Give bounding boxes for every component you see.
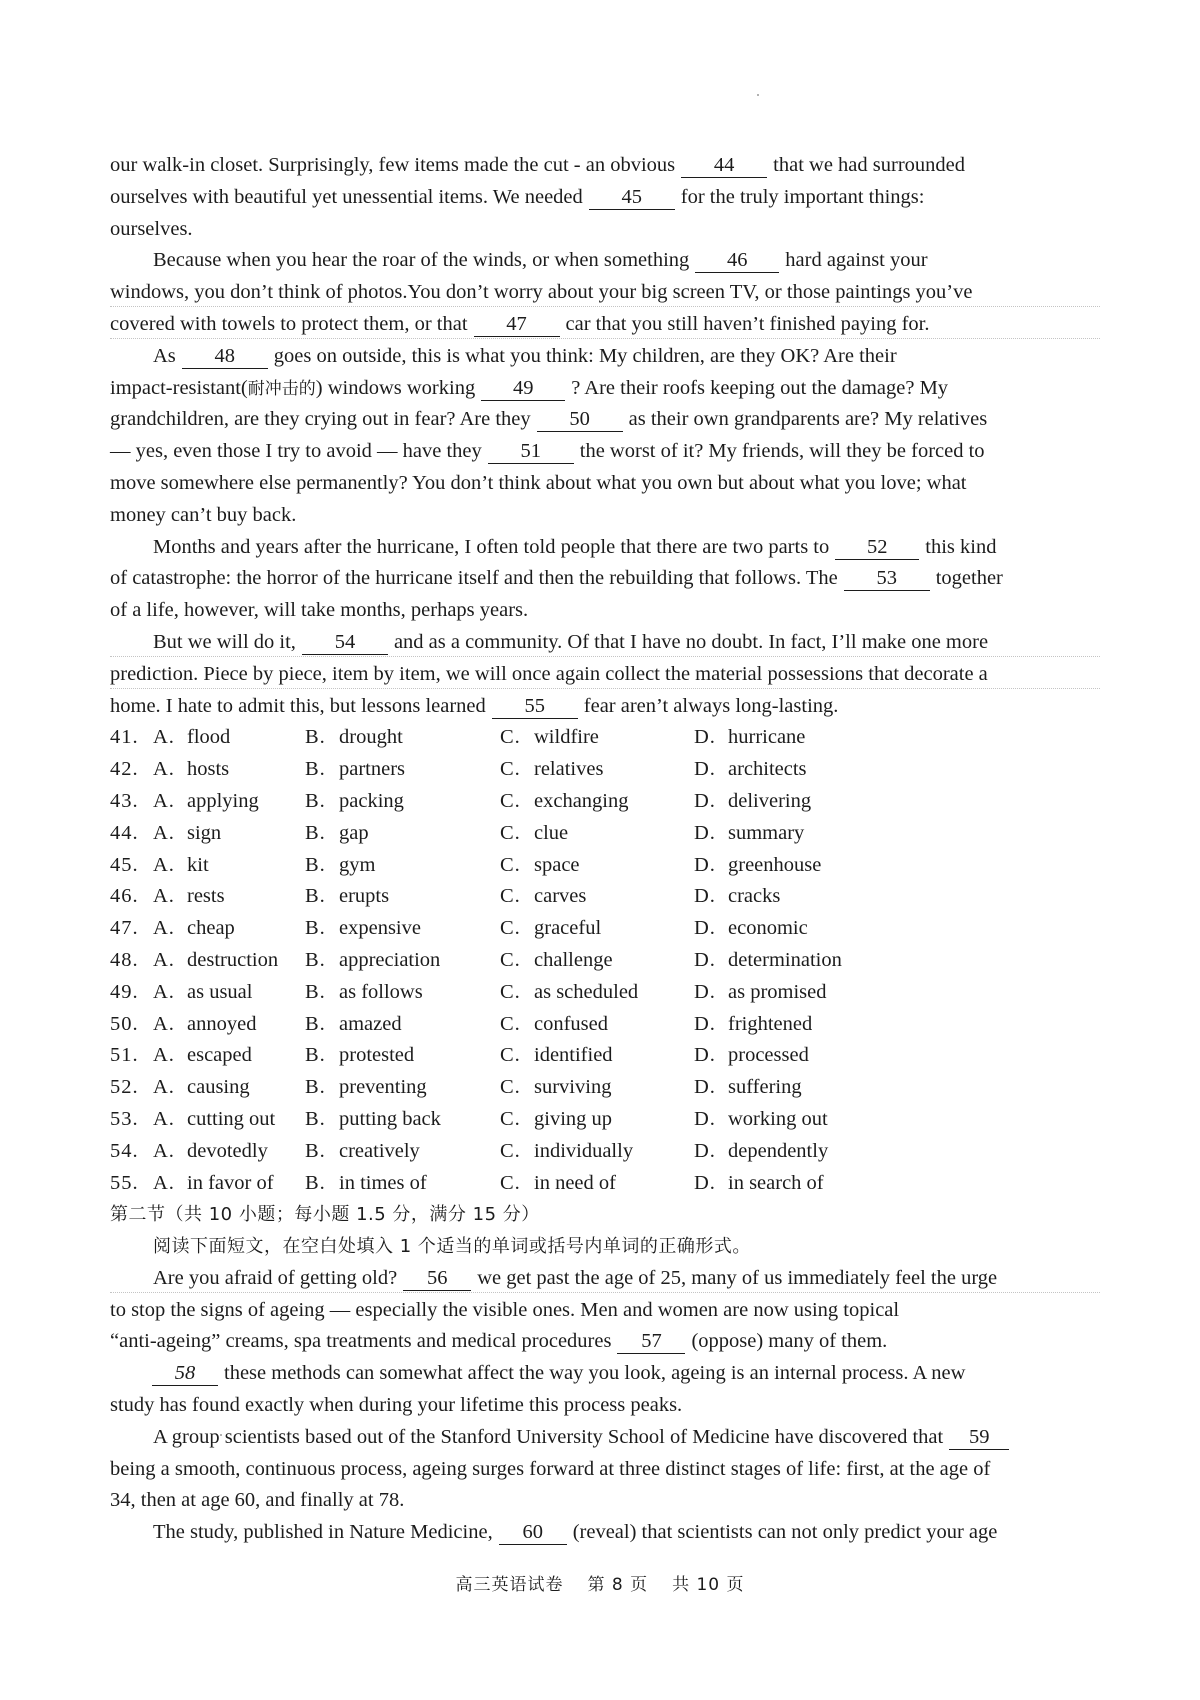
option-b: amazed <box>339 1012 402 1035</box>
option-d: frightened <box>728 1012 813 1035</box>
passage-line: being a smooth, continuous process, ageing surges forward at three distinct stages of life: first, at the age of <box>110 1457 991 1480</box>
question-number: 41. <box>110 726 139 749</box>
option-letter: D. <box>694 1076 716 1099</box>
option-letter: A. <box>153 1076 175 1099</box>
option-d: economic <box>728 917 808 940</box>
question-number: 47. <box>110 917 139 940</box>
option-d: summary <box>728 821 805 844</box>
passage-line: Because when you hear the roar of the winds, or when something 46 hard against your <box>153 249 928 272</box>
question-number: 45. <box>110 853 139 876</box>
passage-line: prediction. Piece by piece, item by item, we will once again collect the material possessions that decorate a <box>110 659 1100 691</box>
option-a: in favor of <box>187 1171 274 1194</box>
blank-59: 59 <box>949 1427 1009 1450</box>
passage-line: of catastrophe: the horror of the hurricane itself and then the rebuilding that follows. The 53 together <box>110 567 1003 590</box>
passage-line: study has found exactly when during your lifetime this process peaks. <box>110 1394 683 1417</box>
option-d: as promised <box>728 980 827 1003</box>
option-letter: D. <box>694 853 716 876</box>
option-a: as usual <box>187 980 253 1003</box>
option-d: processed <box>728 1044 809 1067</box>
option-letter: D. <box>694 789 716 812</box>
option-c: identified <box>534 1044 613 1067</box>
option-b: in times of <box>339 1171 427 1194</box>
option-a: escaped <box>187 1044 252 1067</box>
option-b: preventing <box>339 1076 427 1099</box>
passage-line: ourselves with beautiful yet unessential items. We needed 45 for the truly important things: <box>110 185 925 208</box>
option-row <box>110 1040 1100 1072</box>
passage-line: Are you afraid of getting old? 56 we get past the age of 25, many of us immediately feel the urge <box>110 1263 1100 1295</box>
option-letter: D. <box>694 1044 716 1067</box>
option-letter: D. <box>694 726 716 749</box>
option-a: flood <box>187 726 231 749</box>
option-c: graceful <box>534 917 602 940</box>
option-b: drought <box>339 726 403 749</box>
blank-57: 57 <box>617 1331 685 1354</box>
option-letter: B. <box>305 726 326 749</box>
option-letter: A. <box>153 821 175 844</box>
option-c: as scheduled <box>534 980 639 1003</box>
cloze-passage <box>110 150 1100 722</box>
option-b: gym <box>339 853 376 876</box>
section-header: 第二节（共 10 小题；每小题 1.5 分，满分 15 分） <box>110 1204 540 1226</box>
option-letter: B. <box>305 789 326 812</box>
footer-page-number: 第 8 页 <box>587 1575 649 1595</box>
option-letter: D. <box>694 980 716 1003</box>
option-letter: A. <box>153 789 175 812</box>
option-b: as follows <box>339 980 423 1003</box>
option-letter: C. <box>500 821 521 844</box>
option-letter: C. <box>500 1012 521 1035</box>
passage-line: A group scientists based out of the Stanford University School of Medicine have discovered that 59 <box>110 1422 1100 1454</box>
option-letter: B. <box>305 980 326 1003</box>
option-letter: C. <box>500 726 521 749</box>
option-letter: C. <box>500 980 521 1003</box>
option-letter: B. <box>305 1044 326 1067</box>
option-letter: A. <box>153 853 175 876</box>
passage-line: 58 these methods can somewhat affect the way you look, ageing is an internal process. A new <box>110 1358 1100 1390</box>
option-b: partners <box>339 758 406 781</box>
option-c: surviving <box>534 1076 612 1099</box>
blank-60: 60 <box>499 1522 567 1545</box>
option-row <box>110 722 1100 754</box>
question-number: 52. <box>110 1076 139 1099</box>
option-letter: B. <box>305 1107 326 1130</box>
option-a: hosts <box>187 758 230 781</box>
option-c: relatives <box>534 758 604 781</box>
option-row <box>110 786 1100 818</box>
option-letter: C. <box>500 1107 521 1130</box>
option-c: exchanging <box>534 789 629 812</box>
option-d: determination <box>728 948 842 971</box>
option-d: hurricane <box>728 726 806 749</box>
option-a: sign <box>187 821 222 844</box>
passage-line: of a life, however, will take months, perhaps years. <box>110 599 529 622</box>
passage-line: 34, then at age 60, and finally at 78. <box>110 1489 405 1512</box>
page-footer <box>0 1570 1200 1595</box>
passage-line: windows, you don’t think of photos.You don’t worry about your big screen TV, or those paintings you’ve <box>110 277 1100 309</box>
option-a: kit <box>187 853 209 876</box>
option-letter: B. <box>305 917 326 940</box>
option-letter: D. <box>694 821 716 844</box>
option-b: packing <box>339 789 404 812</box>
option-b: gap <box>339 821 369 844</box>
passage-line: grandchildren, are they crying out in fear? Are they 50 as their own grandparents are? My relatives <box>110 408 988 431</box>
option-b: appreciation <box>339 948 441 971</box>
option-letter: D. <box>694 1171 716 1194</box>
option-c: clue <box>534 821 569 844</box>
option-row <box>110 818 1100 850</box>
option-d: suffering <box>728 1076 802 1099</box>
question-number: 53. <box>110 1107 139 1130</box>
passage-line: covered with towels to protect them, or that 47 car that you still haven’t finished paying for. <box>110 309 1100 341</box>
option-c: in need of <box>534 1171 616 1194</box>
footer-exam-title: 高三英语试卷 <box>455 1575 564 1595</box>
question-number: 43. <box>110 789 139 812</box>
option-letter: D. <box>694 1012 716 1035</box>
option-a: cheap <box>187 917 235 940</box>
option-letter: B. <box>305 758 326 781</box>
option-row <box>110 1072 1100 1104</box>
option-letter: D. <box>694 948 716 971</box>
passage-line: impact-resistant(耐冲击的) windows working 49 ? Are their roofs keeping out the damage? My <box>110 376 949 399</box>
question-number: 48. <box>110 948 139 971</box>
question-number: 44. <box>110 821 139 844</box>
section-instruction: 阅读下面短文，在空白处填入 1 个适当的单词或括号内单词的正确形式。 <box>153 1236 751 1258</box>
option-letter: A. <box>153 726 175 749</box>
page-content <box>110 150 1100 1549</box>
question-number: 55. <box>110 1171 139 1194</box>
blank-58: 58 <box>152 1363 218 1386</box>
blank-48: 48 <box>182 346 268 369</box>
passage-line: “anti-ageing” creams, spa treatments and medical procedures 57 (oppose) many of them. <box>110 1330 888 1353</box>
question-number: 50. <box>110 1012 139 1035</box>
option-letter: B. <box>305 1171 326 1194</box>
option-letter: A. <box>153 1012 175 1035</box>
option-a: rests <box>187 885 225 908</box>
option-d: delivering <box>728 789 812 812</box>
option-a: devotedly <box>187 1139 268 1162</box>
passage-line: Months and years after the hurricane, I often told people that there are two parts to 52 this kind <box>153 535 997 558</box>
option-letter: B. <box>305 821 326 844</box>
option-letter: D. <box>694 1107 716 1130</box>
blank-52: 52 <box>835 537 919 560</box>
option-letter: C. <box>500 1139 521 1162</box>
option-a: causing <box>187 1076 250 1099</box>
option-letter: C. <box>500 1171 521 1194</box>
option-row <box>110 1009 1100 1041</box>
option-letter: C. <box>500 853 521 876</box>
option-a: destruction <box>187 948 279 971</box>
option-letter: A. <box>153 1171 175 1194</box>
option-letter: A. <box>153 1107 175 1130</box>
question-number: 42. <box>110 758 139 781</box>
blank-51: 51 <box>488 441 574 464</box>
option-d: dependently <box>728 1139 829 1162</box>
option-letter: C. <box>500 1044 521 1067</box>
blank-54: 54 <box>302 632 388 655</box>
option-row <box>110 881 1100 913</box>
option-c: giving up <box>534 1107 613 1130</box>
option-c: individually <box>534 1139 634 1162</box>
option-b: putting back <box>339 1107 441 1130</box>
passage-line: ourselves. <box>110 217 193 240</box>
blank-53: 53 <box>844 568 930 591</box>
footer-total-pages: 共 10 页 <box>672 1575 745 1595</box>
passage-line: The study, published in Nature Medicine, 60 (reveal) that scientists can not only predict your age <box>153 1521 998 1544</box>
blank-50: 50 <box>537 409 623 432</box>
blank-45: 45 <box>589 187 675 210</box>
option-a: annoyed <box>187 1012 257 1035</box>
option-b: creatively <box>339 1139 420 1162</box>
option-letter: C. <box>500 758 521 781</box>
option-d: in search of <box>728 1171 824 1194</box>
blank-49: 49 <box>481 378 565 401</box>
option-letter: D. <box>694 758 716 781</box>
option-letter: D. <box>694 885 716 908</box>
option-letter: D. <box>694 917 716 940</box>
answer-options <box>110 722 1100 1199</box>
option-c: challenge <box>534 948 613 971</box>
option-row <box>110 1104 1100 1136</box>
option-row <box>110 1136 1100 1168</box>
passage-line: home. I hate to admit this, but lessons learned 55 fear aren’t always long-lasting. <box>110 694 839 717</box>
option-row <box>110 945 1100 977</box>
option-letter: A. <box>153 1139 175 1162</box>
option-c: space <box>534 853 580 876</box>
option-b: protested <box>339 1044 415 1067</box>
option-letter: C. <box>500 885 521 908</box>
option-a: cutting out <box>187 1107 276 1130</box>
option-d: greenhouse <box>728 853 822 876</box>
option-row <box>110 913 1100 945</box>
option-letter: C. <box>500 948 521 971</box>
blank-47: 47 <box>474 314 560 337</box>
scan-speck <box>757 94 759 96</box>
option-letter: D. <box>694 1139 716 1162</box>
passage-line: move somewhere else permanently? You don’t think about what you own but about what you love; what <box>110 471 967 494</box>
question-number: 51. <box>110 1044 139 1067</box>
blank-55: 55 <box>492 696 578 719</box>
question-number: 46. <box>110 885 139 908</box>
option-letter: B. <box>305 853 326 876</box>
option-letter: A. <box>153 980 175 1003</box>
passage-line: But we will do it, 54 and as a community. Of that I have no doubt. In fact, I’ll make one more <box>110 627 1100 659</box>
blank-56: 56 <box>403 1268 471 1291</box>
option-c: carves <box>534 885 587 908</box>
option-letter: B. <box>305 948 326 971</box>
option-b: erupts <box>339 885 390 908</box>
option-letter: C. <box>500 1076 521 1099</box>
option-a: applying <box>187 789 259 812</box>
option-d: cracks <box>728 885 781 908</box>
option-letter: A. <box>153 758 175 781</box>
blank-44: 44 <box>681 155 767 178</box>
option-b: expensive <box>339 917 421 940</box>
option-row <box>110 850 1100 882</box>
option-letter: B. <box>305 1012 326 1035</box>
option-row <box>110 977 1100 1009</box>
option-d: working out <box>728 1107 828 1130</box>
option-letter: A. <box>153 1044 175 1067</box>
option-letter: B. <box>305 1139 326 1162</box>
blank-46: 46 <box>695 250 779 273</box>
option-row <box>110 754 1100 786</box>
passage-line: money can’t buy back. <box>110 503 297 526</box>
passage-line: to stop the signs of ageing — especially the visible ones. Men and women are now using topical <box>110 1298 900 1321</box>
option-letter: A. <box>153 948 175 971</box>
option-c: wildfire <box>534 726 599 749</box>
question-number: 54. <box>110 1139 139 1162</box>
option-d: architects <box>728 758 807 781</box>
option-c: confused <box>534 1012 609 1035</box>
option-letter: C. <box>500 917 521 940</box>
passage-line: As 48 goes on outside, this is what you think: My children, are they OK? Are their <box>153 344 897 367</box>
option-letter: C. <box>500 789 521 812</box>
section-2 <box>110 1199 1100 1549</box>
option-letter: B. <box>305 885 326 908</box>
option-letter: A. <box>153 885 175 908</box>
passage-line: our walk-in closet. Surprisingly, few items made the cut - an obvious 44 that we had surrounded <box>110 154 966 176</box>
option-letter: A. <box>153 917 175 940</box>
option-letter: B. <box>305 1076 326 1099</box>
passage-line: — yes, even those I try to avoid — have they 51 the worst of it? My friends, will they be forced to <box>110 440 985 463</box>
option-row <box>110 1168 1100 1200</box>
question-number: 49. <box>110 980 139 1003</box>
